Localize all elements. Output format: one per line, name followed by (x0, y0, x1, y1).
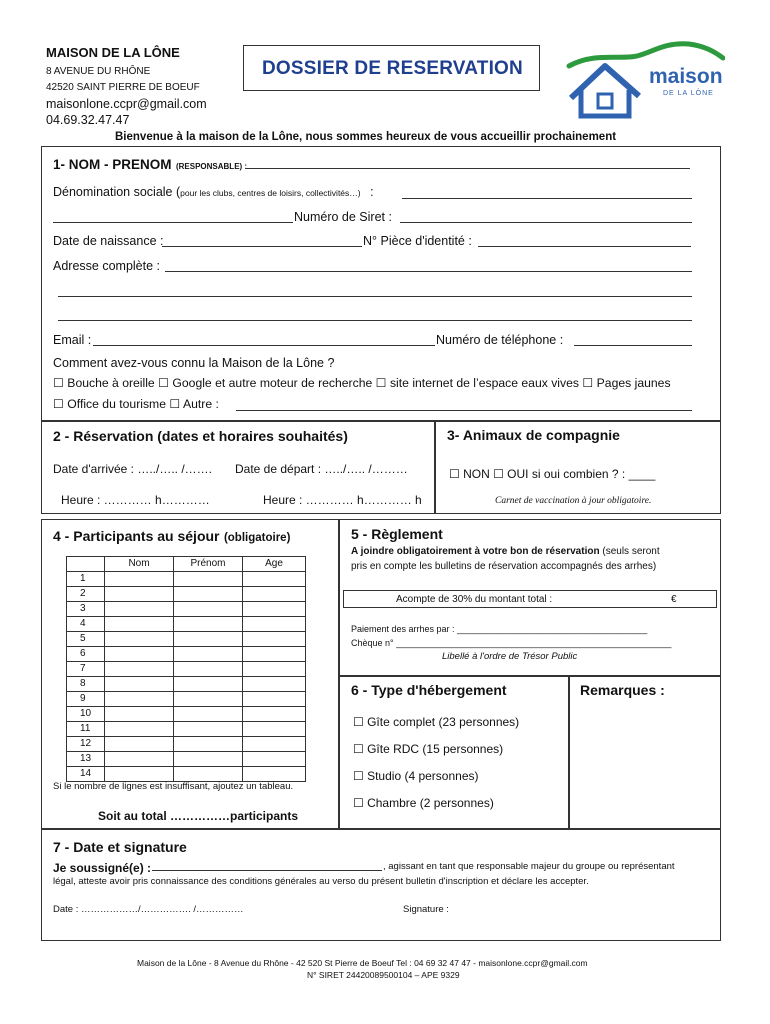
cell-age[interactable] (243, 587, 306, 602)
cell-age[interactable] (243, 662, 306, 677)
cell-prenom[interactable] (174, 632, 243, 647)
departure-date[interactable]: Date de départ : …../….. /……… (235, 462, 408, 476)
title-box (243, 45, 540, 91)
remarks-title: Remarques : (580, 682, 665, 698)
id-input-line[interactable] (478, 246, 691, 247)
denomination-input-line-2[interactable] (53, 222, 293, 223)
s5-title: 5 - Règlement (351, 526, 443, 542)
table-row (67, 692, 306, 707)
cell-prenom[interactable] (174, 752, 243, 767)
org-phone: 04.69.32.47.47 (46, 113, 130, 127)
cell-age[interactable] (243, 647, 306, 662)
source-options-2[interactable]: ☐ Office du tourisme ☐ Autre : (53, 397, 219, 411)
email-input-line[interactable] (93, 345, 435, 346)
arrival-hour[interactable]: Heure : ………… h………… (61, 493, 210, 507)
source-options-1[interactable]: ☐ Bouche à oreille ☐ Google et autre moteur de recherche ☐ site internet de l’espace eaux vives ☐ Pages jaunes (53, 376, 671, 390)
cell-age[interactable] (243, 602, 306, 617)
cell-age[interactable] (243, 707, 306, 722)
table-row (67, 602, 306, 617)
org-address-1: 8 AVENUE DU RHÔNE (46, 66, 151, 77)
cell-nom[interactable] (105, 617, 174, 632)
footer-siret: N° SIRET 24420089500104 – APE 9329 (307, 970, 460, 980)
org-name: MAISON DE LA LÔNE (46, 45, 180, 60)
cell-nom[interactable] (105, 572, 174, 587)
email-label: Email : (53, 333, 92, 347)
undersigned-input-line[interactable] (152, 870, 382, 871)
s5-line-2: pris en compte les bulletins de réservation accompagnés des arrhes) (351, 561, 657, 572)
participants-note: Si le nombre de lignes est insuffisant, ajoutez un tableau. (53, 781, 294, 792)
cell-age[interactable] (243, 692, 306, 707)
how-question: Comment avez-vous connu la Maison de la Lône ? (53, 356, 335, 370)
s4-title: 4 - Participants au séjour (53, 528, 220, 544)
cell-prenom[interactable] (174, 722, 243, 737)
s1-title-small: (RESPONSABLE) : (175, 162, 248, 171)
deposit-label: Acompte de 30% du montant total : (396, 594, 553, 605)
cell-age[interactable] (243, 572, 306, 587)
row-number: 3 (67, 602, 105, 617)
pets-choice[interactable]: ☐ NON ☐ OUI si oui combien ? : ____ (449, 467, 656, 481)
participants-header-num (67, 557, 105, 572)
row-number: 11 (67, 722, 105, 737)
hour-suffix: h (415, 493, 422, 507)
row-number: 13 (67, 752, 105, 767)
address-input-line-2[interactable] (58, 296, 692, 297)
org-email: maisonlone.ccpr@gmail.com (46, 97, 207, 111)
s1-title-line (53, 157, 247, 173)
table-row (67, 752, 306, 767)
s4-title-line (53, 529, 290, 545)
pets-note: Carnet de vaccination à jour obligatoire. (495, 496, 652, 506)
cell-age[interactable] (243, 722, 306, 737)
participants-table (66, 556, 306, 782)
table-row (67, 677, 306, 692)
cell-prenom[interactable] (174, 677, 243, 692)
s4-title-small: (obligatoire) (223, 532, 291, 544)
cell-nom[interactable] (105, 752, 174, 767)
cell-nom[interactable] (105, 587, 174, 602)
s5-line-1-rest: (seuls seront (602, 546, 660, 557)
cheque-number[interactable]: Chèque n° _______________________________________________________ (351, 638, 672, 648)
table-row (67, 737, 306, 752)
cell-nom[interactable] (105, 692, 174, 707)
row-number: 4 (67, 617, 105, 632)
denomination-label: Dénomination sociale ( (53, 185, 181, 199)
s2-title: 2 - Réservation (dates et horaires souhaités) (53, 428, 348, 444)
siret-input-line[interactable] (400, 222, 692, 223)
cell-age[interactable] (243, 752, 306, 767)
cell-nom[interactable] (105, 677, 174, 692)
cell-nom[interactable] (105, 662, 174, 677)
row-number: 7 (67, 662, 105, 677)
cell-age[interactable] (243, 677, 306, 692)
cell-nom[interactable] (105, 632, 174, 647)
logo-word: maison (649, 65, 723, 88)
cell-prenom[interactable] (174, 647, 243, 662)
cell-prenom[interactable] (174, 572, 243, 587)
s5-line-1-bold: A joindre obligatoirement à votre bon de réservation (351, 546, 600, 557)
org-address-2: 42520 SAINT PIERRE DE BOEUF (46, 82, 200, 93)
cell-nom[interactable] (105, 722, 174, 737)
birth-label: Date de naissance : (53, 234, 164, 248)
birth-input-line[interactable] (162, 246, 362, 247)
phone-label: Numéro de téléphone : (436, 333, 564, 347)
cell-prenom[interactable] (174, 602, 243, 617)
signature-label[interactable]: Signature : (403, 904, 449, 915)
siret-label: Numéro de Siret : (294, 210, 392, 224)
name-input-line[interactable] (245, 168, 690, 169)
cell-prenom[interactable] (174, 692, 243, 707)
column-header-age: Age (243, 557, 306, 572)
welcome-message: Bienvenue à la maison de la Lône, nous sommes heureux de vous accueillir prochainement (115, 131, 617, 143)
s3-title: 3- Animaux de compagnie (447, 427, 620, 443)
denomination-label-line (53, 186, 374, 199)
cell-nom[interactable] (105, 707, 174, 722)
payment-method[interactable]: Paiement des arrhes par : ______________________________________ (351, 624, 648, 634)
cell-nom[interactable] (105, 602, 174, 617)
row-number: 14 (67, 767, 105, 782)
cell-nom[interactable] (105, 737, 174, 752)
table-row (67, 572, 306, 587)
row-number: 8 (67, 677, 105, 692)
cell-age[interactable] (243, 737, 306, 752)
s1-title: 1- NOM - PRENOM (53, 157, 172, 172)
cell-nom[interactable] (105, 647, 174, 662)
cell-prenom[interactable] (174, 707, 243, 722)
lodging-option-2[interactable]: ☐ Gîte RDC (15 personnes) (353, 742, 504, 756)
cell-age[interactable] (243, 632, 306, 647)
row-number: 9 (67, 692, 105, 707)
column-header-prenom: Prénom (174, 557, 243, 572)
logo-subtitle: DE LA LÔNE (663, 90, 714, 97)
table-row (67, 647, 306, 662)
row-number: 2 (67, 587, 105, 602)
phone-input-line[interactable] (574, 345, 692, 346)
table-row (67, 632, 306, 647)
participants-header-row (67, 557, 306, 572)
lodging-option-4[interactable]: ☐ Chambre (2 personnes) (353, 796, 494, 810)
table-row (67, 617, 306, 632)
table-row (67, 707, 306, 722)
denomination-colon: : (370, 185, 374, 199)
column-header-nom: Nom (105, 557, 174, 572)
row-number: 6 (67, 647, 105, 662)
s7-line-1 (53, 860, 151, 876)
table-row (67, 767, 306, 782)
signature-date[interactable]: Date : ………………/……………. /…………… (53, 904, 244, 915)
row-number: 1 (67, 572, 105, 587)
payment-order: Libellé à l'ordre de Trésor Public (442, 651, 578, 662)
address-input-line-3[interactable] (58, 320, 692, 321)
s7-line-2: légal, atteste avoir pris connaissance des conditions générales au verso du présent bulletin d'inscription et déclare les accepter. (53, 876, 589, 887)
cell-nom[interactable] (105, 767, 174, 782)
table-row (67, 662, 306, 677)
cell-age[interactable] (243, 767, 306, 782)
s5-line-1 (351, 547, 660, 557)
s6-title: 6 - Type d'hébergement (351, 682, 507, 698)
cell-prenom[interactable] (174, 587, 243, 602)
participants-total[interactable]: Soit au total ……………participants (98, 809, 299, 823)
cell-prenom[interactable] (174, 737, 243, 752)
cell-prenom[interactable] (174, 662, 243, 677)
footer-contact: Maison de la Lône - 8 Avenue du Rhône - 42 520 St Pierre de Boeuf Tel : 04 69 32 47 47 - maisonlone.ccpr@gmail.com (137, 958, 588, 968)
s7-title: 7 - Date et signature (53, 839, 187, 855)
row-number: 10 (67, 707, 105, 722)
arrival-date[interactable]: Date d'arrivée : …../….. /……. (53, 462, 212, 476)
address-label: Adresse complète : (53, 259, 160, 273)
denomination-hint: pour les clubs, centres de loisirs, collectivités…) (180, 188, 361, 198)
euro-sign: € (671, 594, 677, 605)
other-source-input-line[interactable] (236, 410, 692, 411)
undersigned-label: Je soussigné(e) : (53, 861, 152, 875)
maison-logo (565, 38, 725, 128)
id-label: N° Pièce d'identité : (363, 234, 472, 248)
deposit-box[interactable] (343, 590, 717, 608)
denomination-input-line[interactable] (402, 198, 692, 199)
row-number: 12 (67, 737, 105, 752)
cell-prenom[interactable] (174, 767, 243, 782)
lodging-option-1[interactable]: ☐ Gîte complet (23 personnes) (353, 715, 520, 729)
cell-age[interactable] (243, 617, 306, 632)
table-row (67, 587, 306, 602)
remarks-box[interactable] (569, 676, 721, 829)
table-row (67, 722, 306, 737)
address-input-line-1[interactable] (165, 271, 692, 272)
cell-prenom[interactable] (174, 617, 243, 632)
departure-hour[interactable]: Heure : ………… h………… (263, 493, 412, 507)
undersigned-rest: , agissant en tant que responsable majeur du groupe ou représentant (383, 861, 675, 872)
document-title: DOSSIER DE RESERVATION (262, 58, 523, 79)
lodging-option-3[interactable]: ☐ Studio (4 personnes) (353, 769, 479, 783)
row-number: 5 (67, 632, 105, 647)
